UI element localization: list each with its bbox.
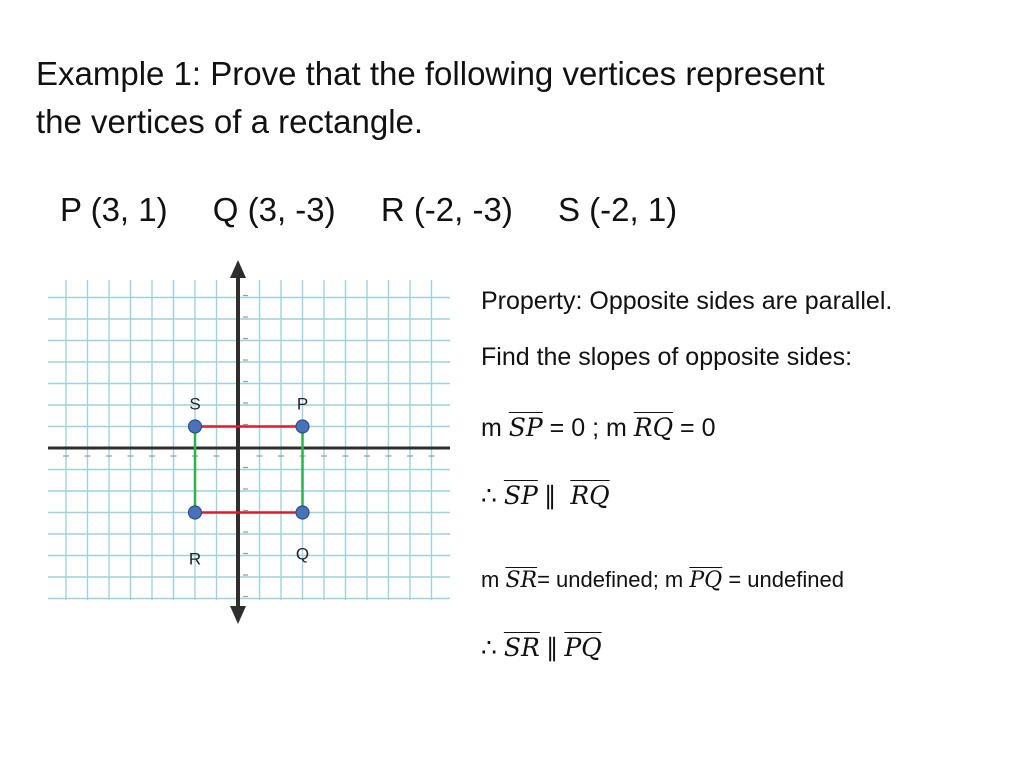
segment-rq: $\overline{RQ}$ xyxy=(570,481,610,510)
point-s xyxy=(189,420,202,433)
slope-mid: = undefined; m xyxy=(537,567,690,592)
property-statement: Property: Opposite sides are parallel. xyxy=(481,287,893,315)
vertex-r: R (-2, -3) xyxy=(380,191,513,228)
title-line-2: the vertices of a rectangle. xyxy=(36,103,424,140)
parallel-sp-rq xyxy=(481,481,610,511)
vertex-p: P (3, 1) xyxy=(60,191,168,228)
slope-instruction: Find the slopes of opposite sides: xyxy=(481,343,853,371)
parallel-symbol: ∥ xyxy=(543,482,557,510)
slope-prefix: m xyxy=(481,414,509,442)
point-r xyxy=(189,506,202,519)
point-label-p: P xyxy=(296,394,309,414)
coordinate-graph xyxy=(44,258,456,634)
point-label-s: S xyxy=(189,394,201,414)
slope-suffix: = 0 xyxy=(673,414,716,442)
slope-prefix: m xyxy=(481,567,506,592)
point-label-r: R xyxy=(188,549,202,569)
therefore-symbol: ∴ xyxy=(481,634,504,662)
slope-line-sr-pq xyxy=(481,565,844,596)
title-line-1: Example 1: Prove that the following vertices represent xyxy=(36,55,825,92)
parallel-sr-pq xyxy=(481,633,602,663)
slope-line-sp-rq xyxy=(481,413,715,443)
example-title xyxy=(36,50,996,146)
segment-sp: $\overline{SP}$ xyxy=(508,413,543,442)
parallel-symbol: ∥ xyxy=(545,634,559,662)
segment-sr: $\overline{SR}$ xyxy=(503,633,540,662)
therefore-symbol: ∴ xyxy=(481,482,504,510)
segment-sp: $\overline{SP}$ xyxy=(503,481,538,510)
slope-mid: = 0 ; m xyxy=(542,414,634,442)
vertex-q: Q (3, -3) xyxy=(212,191,336,228)
segment-rq: $\overline{RQ}$ xyxy=(633,413,674,442)
vertex-s: S (-2, 1) xyxy=(557,191,678,228)
segment-sr: $\overline{SR}$ xyxy=(505,568,538,593)
point-p xyxy=(296,420,309,433)
vertex-list xyxy=(60,188,677,232)
point-label-q: Q xyxy=(295,544,310,564)
slope-suffix: = undefined xyxy=(722,567,844,592)
segment-pq: $\overline{PQ}$ xyxy=(689,568,723,593)
point-q xyxy=(296,506,309,519)
segment-pq: $\overline{PQ}$ xyxy=(564,633,602,662)
